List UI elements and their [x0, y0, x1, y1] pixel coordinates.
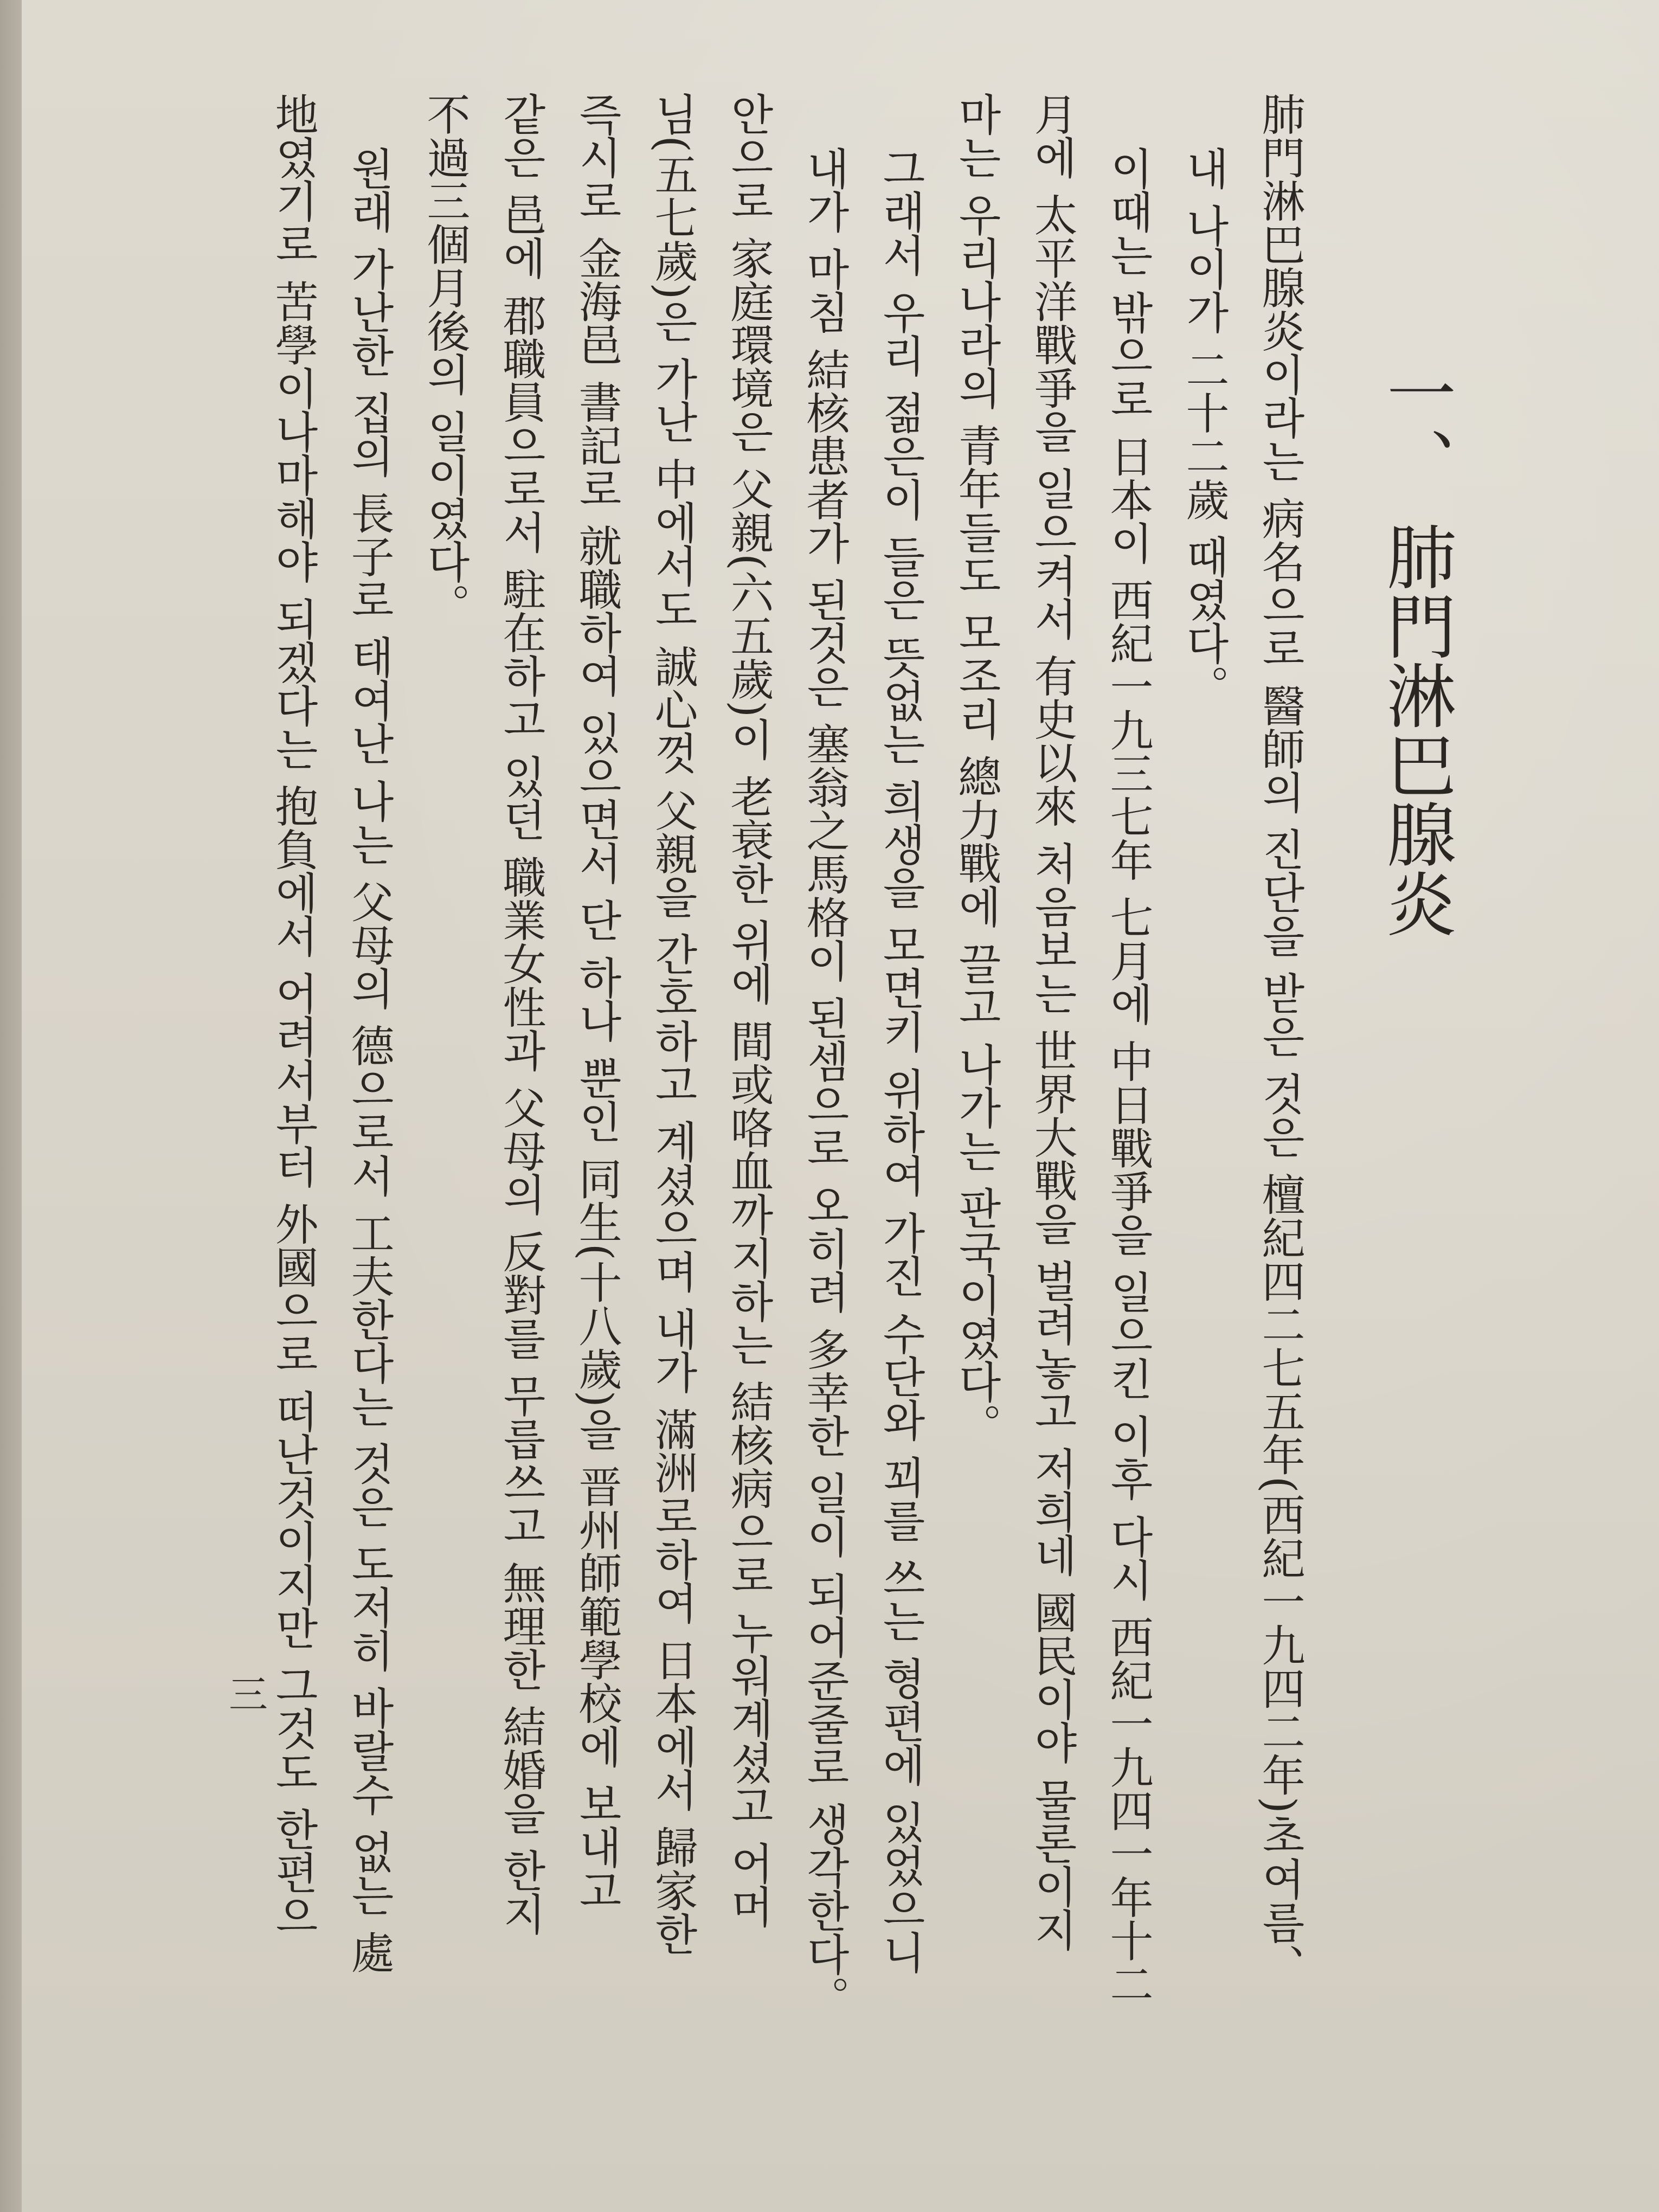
vertical-text-block: [255, 92, 1456, 2131]
text-line: 肺門淋巴腺炎이라는 病名으로 醫師의 진단을 받은 것은 檀紀四二七五年(西紀一九四二年)초여름、: [1255, 92, 1305, 1987]
text-line: 月에 太平洋戰爭을 일으켜서 有史以來 처음보는 世界大戰을 벌려놓고 저희네 國民이야 물론이지: [1027, 92, 1077, 1951]
text-line: 이때는 밖으로 日本이 西紀一九三七年 七月에 中日戰爭을 일으킨 이후 다시 西紀一九四一年十二: [1103, 146, 1153, 2005]
text-line: 안으로 家庭環境은 父親(六五歲)이 老衰한 위에 間或咯血까지하는 結核病으로 누워계셨고 어머: [723, 92, 774, 1928]
text-line: 즉시로 金海邑 書記로 就職하여 있으면서 단 하나 뿐인 同生(十八歲)을 晋州師範學校에 보내고: [571, 92, 622, 1912]
text-line: 그래서 우리 젊은이 들은 뜻없는 희생을 모면키 위하여 가진 수단와 꾀를 쓰는 형편에 있었으니: [875, 146, 925, 1974]
text-line: 같은 邑에 郡職員으로서 駐在하고 있던 職業女性과 父母의 反對를 무릅쓰고 無理한 結婚을 한지: [496, 92, 546, 1935]
text-line: 원래 가난한 집의 長子로 태여난 나는 父母의 德으로서 工夫한다는 것은 도저히 바랄수 없는 處: [344, 146, 394, 1974]
text-line: 내가 마침 結核患者가 된것은 塞翁之馬格이 된셈으로 오히려 多幸한 일이 되어준줄로 생각한다。: [799, 146, 850, 2020]
chapter-heading: [1375, 358, 1456, 2131]
text-line: 不過三個月後의 일이였다。: [420, 92, 470, 627]
text-line: 마는 우리나라의 青年들도 모조리 總力戰에 끌고 나가는 판국이였다。: [951, 92, 1001, 1447]
page-number: 三: [229, 1672, 268, 1718]
book-page: [22, 0, 1659, 2212]
text-line: 님(五七歲)은 가난 中에서도 誠心껏 父親을 간호하고 계셨으며 내가 滿洲로하여 日本에서 歸家한: [647, 92, 698, 1956]
text-line: 내 나이가 二十二歲 때였다。: [1179, 146, 1229, 709]
chapter-title: 肺門淋巴腺炎: [1375, 522, 1456, 938]
chapter-number: 一、: [1375, 358, 1456, 497]
text-line: 地였기로 苦學이나마해야 되겠다는 抱負에서 어려서부터 外國으로 떠난것이지만 그것도 한편으: [268, 92, 318, 1938]
